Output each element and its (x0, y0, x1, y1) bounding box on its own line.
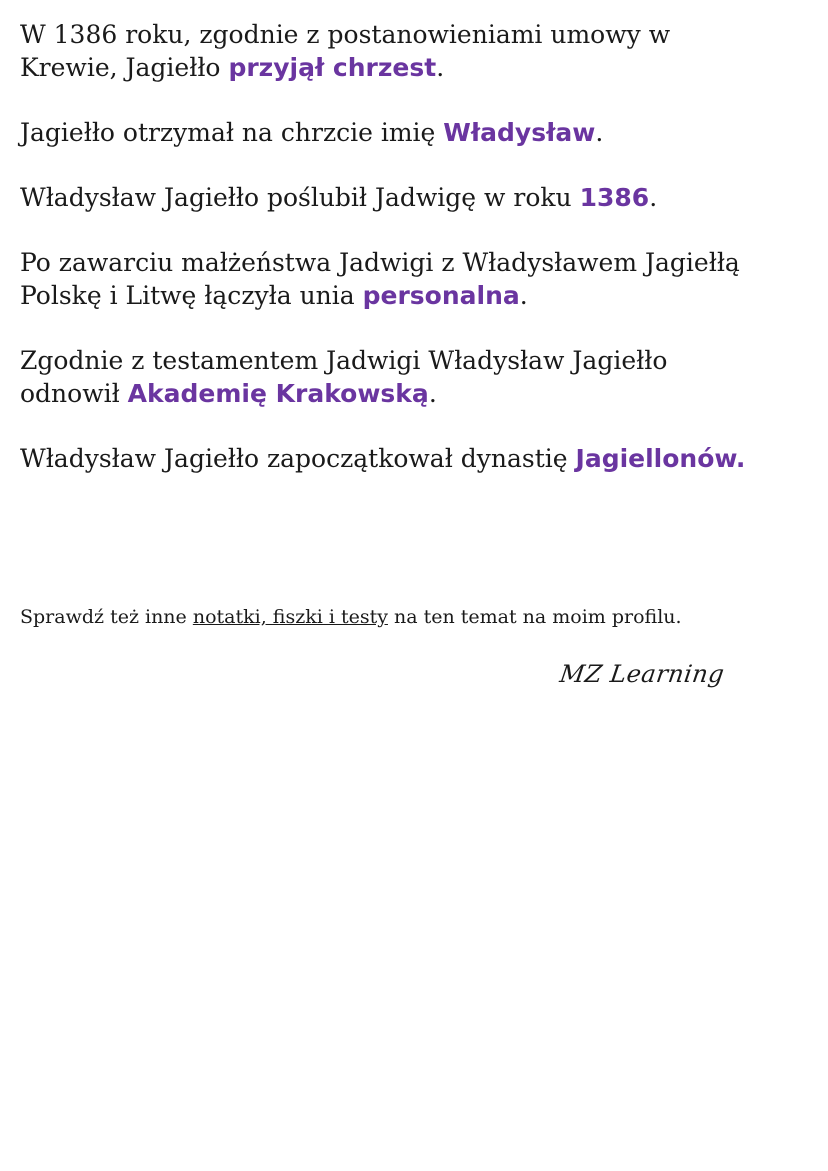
paragraph-text: Władysław Jagiełło poślubił Jadwigę w roku (20, 183, 580, 212)
paragraph-baptism (20, 18, 810, 84)
paragraph-punctuation: . (428, 379, 437, 408)
paragraph-text: Polskę i Litwę łączyła unia (20, 281, 363, 310)
paragraph-punctuation: . (649, 183, 658, 212)
highlighted-term: Akademię Krakowską (127, 379, 429, 408)
paragraph-union (20, 246, 810, 312)
paragraph-dynasty (20, 442, 810, 475)
paragraph-text: Po zawarciu małżeństwa Jadwigi z Władysławem Jagiełłą (20, 248, 740, 277)
paragraph-punctuation: . (595, 118, 604, 147)
paragraph-text: Władysław Jagiełło zapoczątkował dynastię (20, 444, 576, 473)
paragraph-text: Zgodnie z testamentem Jadwigi Władysław Jagiełło (20, 346, 668, 375)
paragraph-academy (20, 344, 810, 410)
highlighted-term: 1386 (579, 183, 650, 212)
paragraph-marriage (20, 181, 810, 214)
profile-note-text: Sprawdź też inne (20, 606, 193, 628)
highlighted-term: Jagiellonów. (575, 444, 746, 473)
paragraph-text: W 1386 roku, zgodnie z postanowieniami umowy w (20, 20, 671, 49)
paragraph-punctuation: . (519, 281, 528, 310)
profile-note (20, 606, 682, 628)
profile-note-text: na ten temat na moim profilu. (387, 606, 682, 628)
paragraph-punctuation: . (436, 53, 445, 82)
paragraph-text: odnowił (20, 379, 128, 408)
paragraph-text: Krewie, Jagiełło (20, 53, 229, 82)
notes-body (20, 18, 810, 507)
highlighted-term: Władysław (443, 118, 596, 147)
paragraph-text: Jagiełło otrzymał na chrzcie imię (20, 118, 444, 147)
author-signature: MZ Learning (558, 660, 727, 688)
profile-link[interactable]: notatki, fiszki i testy (192, 606, 388, 628)
paragraph-baptismal-name (20, 116, 810, 149)
highlighted-term: personalna (362, 281, 520, 310)
highlighted-term: przyjął chrzest (228, 53, 437, 82)
